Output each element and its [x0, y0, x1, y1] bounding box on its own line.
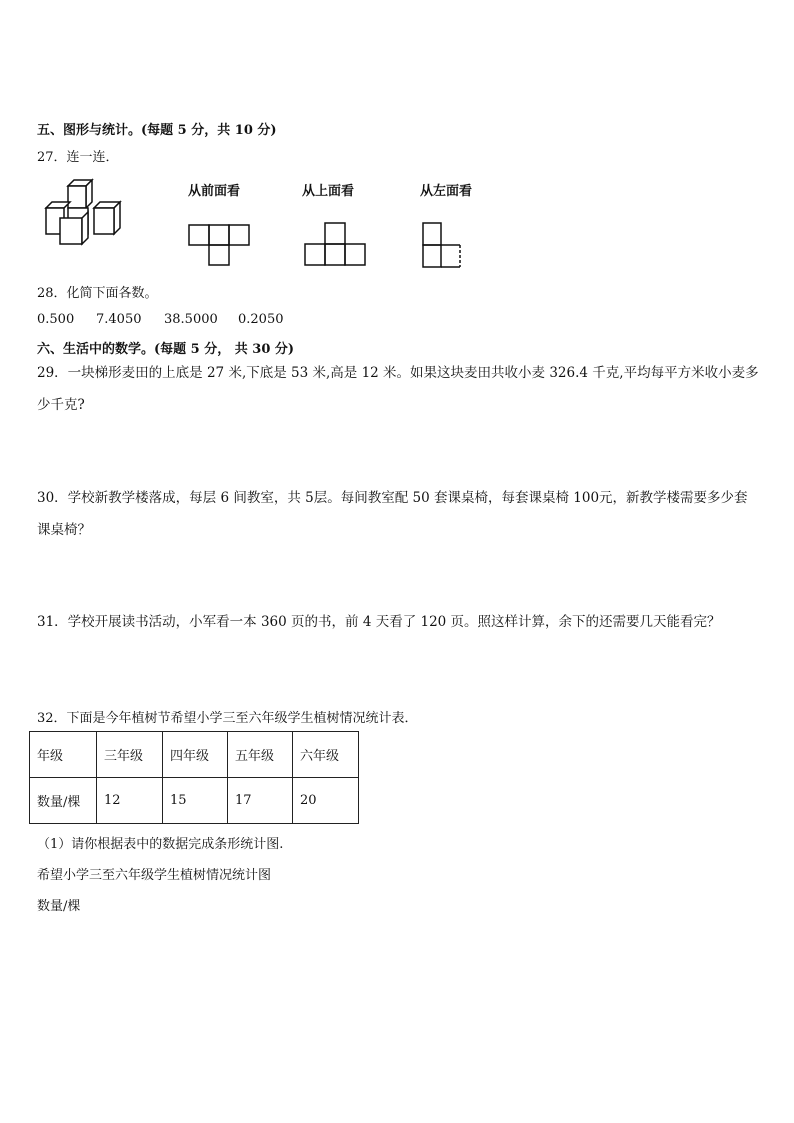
table-header-cell: 五年级	[228, 732, 293, 778]
table-header-cell: 六年级	[293, 732, 359, 778]
table-header-cell: 三年级	[97, 732, 163, 778]
view-label-top: 从上面看	[302, 184, 355, 199]
view-label-left: 从左面看	[420, 184, 473, 199]
view-label-front: 从前面看	[188, 184, 241, 199]
table-row	[30, 778, 359, 824]
decimal-number-1: 0.500	[37, 312, 75, 327]
question-30-line-1: 30．学校新教学楼落成，每层 6 间教室，共 5层。每间教室配 50 套课桌椅，每套课桌椅 100元，新教学楼需要多少套	[37, 490, 748, 506]
table-cell: 12	[97, 778, 163, 824]
question-31-text: 31．学校开展读书活动，小军看一本 360 页的书，前 4 天看了 120 页。照这样计算，余下的还需要几天能看完？	[37, 614, 721, 630]
question-32-intro: 32．下面是今年植树节希望小学三至六年级学生植树情况统计表．	[37, 711, 418, 726]
chart-title: 希望小学三至六年级学生植树情况统计图	[37, 868, 272, 883]
decimal-number-2: 7.4050	[96, 312, 142, 327]
table-cell: 17	[228, 778, 293, 824]
question-27-text: 27．连一连．	[37, 150, 119, 165]
question-30-line-2: 课桌椅？	[37, 522, 91, 538]
question-29-line-1: 29．一块梯形麦田的上底是 27 米,下底是 53 米,高是 12 米。如果这块麦田共收小麦 326.4 千克,平均每平方米收小麦多	[37, 365, 759, 381]
table-cell: 15	[163, 778, 228, 824]
section-5-heading: 五、图形与统计。(每题 5 分，共 10 分)	[37, 123, 277, 138]
projection-view-l-shape	[420, 220, 466, 270]
decimal-number-4: 0.2050	[238, 312, 284, 327]
question-29-line-2: 少千克?	[37, 397, 85, 413]
table-header-cell: 四年级	[163, 732, 228, 778]
table-cell: 数量/棵	[30, 778, 97, 824]
section-6-heading: 六、生活中的数学。(每题 5 分， 共 30 分)	[37, 342, 295, 357]
question-28-text: 28．化简下面各数。	[37, 286, 158, 301]
projection-view-t-shape	[188, 222, 252, 268]
projection-view-inverted-t	[304, 220, 368, 268]
cube-stack-figure	[40, 178, 128, 248]
question-32-sub-1: （1）请你根据表中的数据完成条形统计图.	[37, 837, 284, 852]
tree-planting-table	[29, 731, 359, 824]
decimal-number-3: 38.5000	[164, 312, 218, 327]
table-header-row	[30, 732, 359, 778]
chart-y-axis-label: 数量/棵	[37, 899, 81, 914]
table-cell: 20	[293, 778, 359, 824]
table-header-cell: 年级	[30, 732, 97, 778]
